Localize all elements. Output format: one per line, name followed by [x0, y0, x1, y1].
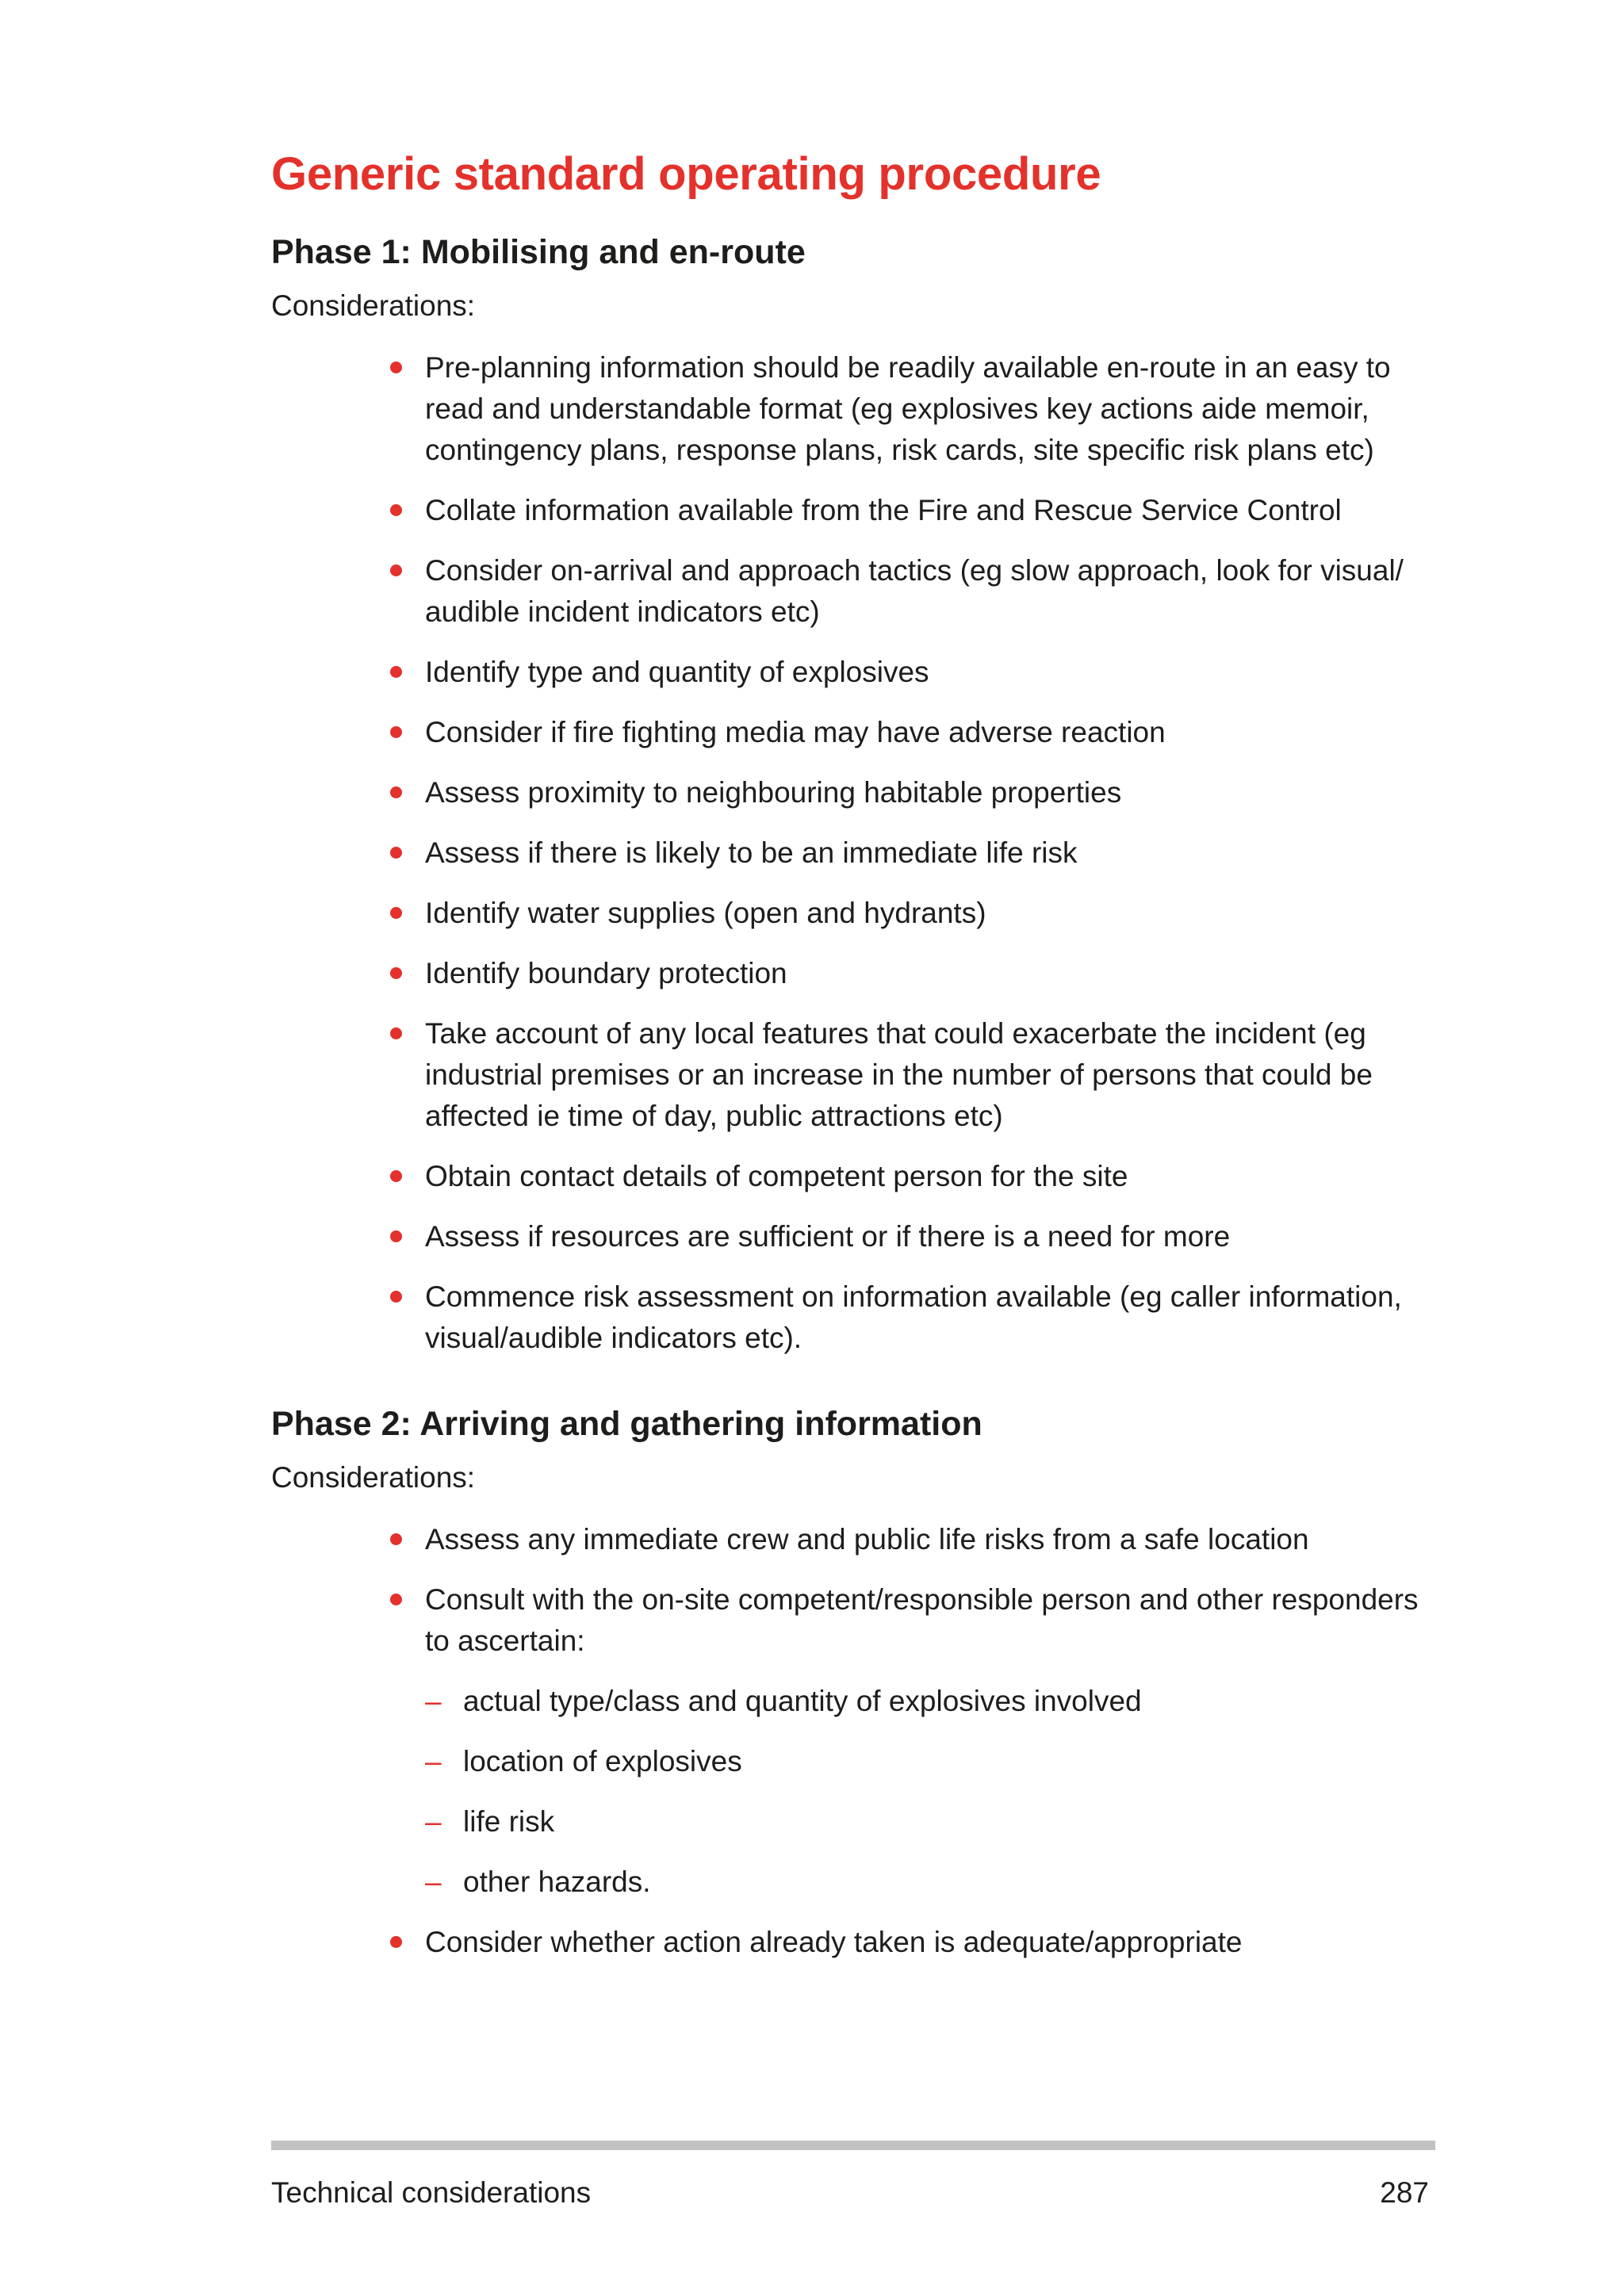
sublist-item: [425, 1862, 1437, 1903]
phase-1-section: [271, 228, 1437, 1359]
dash-icon: –: [425, 1685, 442, 1717]
bullet-icon: [390, 726, 402, 738]
phase-1-list: [271, 347, 1437, 1359]
bullet-icon: [390, 666, 402, 678]
dash-icon: –: [425, 1805, 442, 1838]
phase-1-heading: Phase 1: Mobilising and en-route: [271, 233, 806, 271]
list-item-text: Commence risk assessment on information available (eg caller information, visual/audible indicators etc).: [425, 1280, 1402, 1354]
list-item: [425, 1013, 1437, 1137]
list-item-text: Obtain contact details of competent person for the site: [425, 1160, 1128, 1192]
list-item-text: Take account of any local features that could exacerbate the incident (eg industrial premises or an increase in the number of persons that could be affected ie time of day, public attractions etc): [425, 1017, 1373, 1132]
ascertain-sublist: [425, 1681, 1437, 1903]
bullet-icon: [390, 1230, 402, 1242]
sublist-item-text: location of explosives: [463, 1745, 742, 1777]
phase-2-heading: Phase 2: Arriving and gathering information: [271, 1405, 982, 1443]
bullet-icon: [390, 786, 402, 798]
bullet-icon: [390, 1594, 402, 1605]
list-item: [425, 347, 1437, 471]
list-item: [425, 1156, 1437, 1197]
bullet-icon: [390, 564, 402, 576]
bullet-icon: [390, 967, 402, 979]
sublist-item: [425, 1801, 1437, 1843]
sublist-item-text: other hazards.: [463, 1866, 651, 1898]
phase-2-section: [271, 1400, 1437, 1963]
phase-2-list: [271, 1519, 1437, 1963]
bullet-icon: [390, 1170, 402, 1182]
page-title: Generic standard operating procedure: [271, 148, 1101, 200]
dash-icon: –: [425, 1745, 442, 1777]
list-item: [425, 652, 1437, 693]
list-item: [425, 1922, 1437, 1963]
list-item-text: Consult with the on-site competent/responsible person and other responders to ascertain:: [425, 1583, 1419, 1657]
list-item-text: Assess if resources are sufficient or if there is a need for more: [425, 1220, 1231, 1253]
list-item: [425, 953, 1437, 994]
bullet-icon: [390, 847, 402, 859]
list-item-text: Consider if fire fighting media may have adverse reaction: [425, 716, 1166, 748]
list-item-text: Identify type and quantity of explosives: [425, 656, 929, 688]
sublist-item-text: life risk: [463, 1805, 555, 1838]
list-item-text: Consider on-arrival and approach tactics (eg slow approach, look for visual/ audible incident indicators etc): [425, 554, 1404, 628]
list-item: [425, 490, 1437, 531]
bullet-icon: [390, 362, 402, 373]
bullet-icon: [390, 1936, 402, 1948]
dash-icon: –: [425, 1866, 442, 1898]
phase-1-considerations-label: Considerations:: [271, 289, 476, 322]
footer-divider: [271, 2141, 1435, 2150]
page-content: [271, 143, 1437, 1982]
list-item: [425, 1579, 1437, 1903]
list-item-text: Collate information available from the Fire and Rescue Service Control: [425, 494, 1342, 526]
bullet-icon: [390, 1533, 402, 1545]
bullet-icon: [390, 907, 402, 919]
list-item: [425, 1519, 1437, 1560]
bullet-icon: [390, 504, 402, 516]
list-item-text: Consider whether action already taken is adequate/appropriate: [425, 1926, 1243, 1958]
phase-2-considerations-label: Considerations:: [271, 1461, 476, 1494]
list-item: [425, 832, 1437, 874]
list-item: [425, 712, 1437, 753]
sublist-item: [425, 1741, 1437, 1782]
bullet-icon: [390, 1291, 402, 1303]
sublist-item: [425, 1681, 1437, 1722]
list-item-text: Pre-planning information should be readily available en-route in an easy to read and understandable format (eg explosives key actions aide memoir, contingency plans, response plans, risk cards, site specific risk plans etc): [425, 351, 1391, 466]
footer-section-title: Technical considerations: [271, 2176, 592, 2209]
list-item: [425, 550, 1437, 633]
list-item-text: Assess proximity to neighbouring habitable properties: [425, 776, 1122, 809]
sublist-item-text: actual type/class and quantity of explosives involved: [463, 1685, 1142, 1717]
list-item-text: Assess any immediate crew and public life risks from a safe location: [425, 1523, 1309, 1556]
list-item: [425, 772, 1437, 813]
page-number: 287: [1380, 2176, 1429, 2209]
list-item-text: Identify boundary protection: [425, 957, 787, 989]
list-item-text: Identify water supplies (open and hydrants): [425, 897, 986, 929]
bullet-icon: [390, 1027, 402, 1039]
list-item: [425, 1276, 1437, 1359]
list-item: [425, 893, 1437, 934]
list-item-text: Assess if there is likely to be an immediate life risk: [425, 836, 1078, 869]
list-item: [425, 1216, 1437, 1257]
